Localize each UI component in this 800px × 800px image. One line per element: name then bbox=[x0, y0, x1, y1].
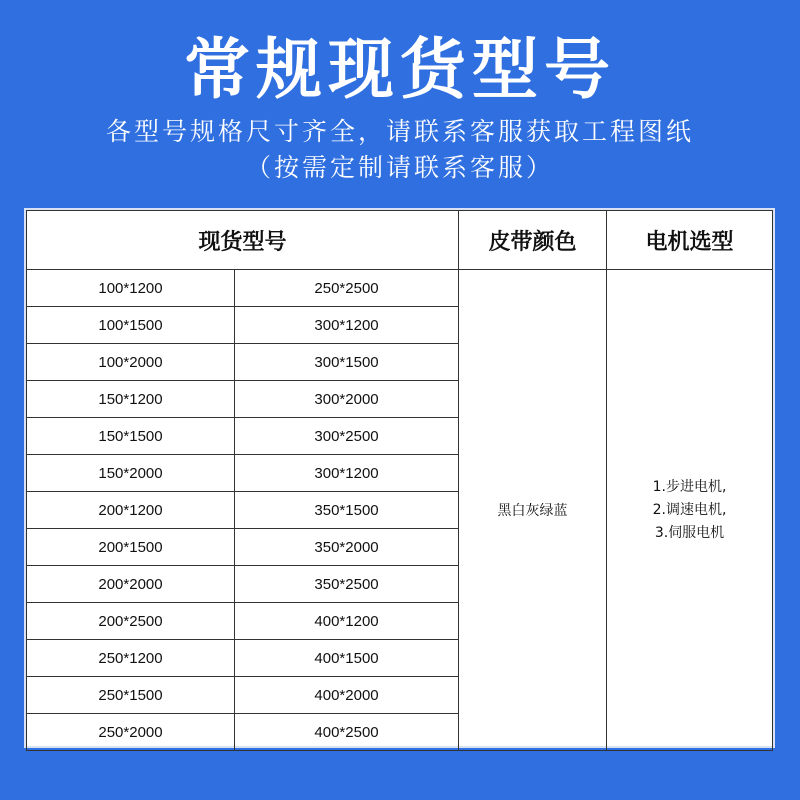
model-cell-right: 400*2500 bbox=[235, 714, 459, 751]
page-subtitle-note: （按需定制请联系客服） bbox=[245, 153, 554, 182]
model-cell-left: 250*1500 bbox=[27, 677, 235, 714]
model-cell-right: 400*1200 bbox=[235, 603, 459, 640]
model-cell-right: 300*2000 bbox=[235, 381, 459, 418]
table-header-row bbox=[27, 211, 773, 270]
model-cell-right: 300*1200 bbox=[235, 307, 459, 344]
model-cell-left: 150*1200 bbox=[27, 381, 235, 418]
model-cell-left: 200*1200 bbox=[27, 492, 235, 529]
model-cell-right: 250*2500 bbox=[235, 270, 459, 307]
model-cell-right: 350*2000 bbox=[235, 529, 459, 566]
model-cell-left: 250*1200 bbox=[27, 640, 235, 677]
model-cell-right: 400*1500 bbox=[235, 640, 459, 677]
page-subtitle: 各型号规格尺寸齐全，请联系客服获取工程图纸 bbox=[105, 117, 694, 146]
table-row bbox=[27, 270, 773, 307]
model-cell-right: 350*1500 bbox=[235, 492, 459, 529]
model-cell-left: 150*2000 bbox=[27, 455, 235, 492]
model-cell-left: 200*2000 bbox=[27, 566, 235, 603]
header-model: 现货型号 bbox=[27, 211, 459, 270]
motor-option: 3.伺服电机 bbox=[654, 524, 725, 541]
motor-option: 1.步进电机, bbox=[652, 478, 727, 495]
motor-options-cell bbox=[607, 270, 773, 751]
model-cell-right: 400*2000 bbox=[235, 677, 459, 714]
model-cell-left: 200*2500 bbox=[27, 603, 235, 640]
header-belt-color: 皮带颜色 bbox=[459, 211, 607, 270]
model-cell-left: 100*1500 bbox=[27, 307, 235, 344]
model-cell-left: 100*2000 bbox=[27, 344, 235, 381]
model-cell-left: 200*1500 bbox=[27, 529, 235, 566]
model-cell-right: 300*1500 bbox=[235, 344, 459, 381]
page-title: 常规现货型号 bbox=[184, 31, 616, 108]
model-cell-left: 250*2000 bbox=[27, 714, 235, 751]
model-cell-left: 150*1500 bbox=[27, 418, 235, 455]
spec-table bbox=[26, 210, 773, 751]
model-cell-right: 300*1200 bbox=[235, 455, 459, 492]
motor-option: 2.调速电机, bbox=[652, 501, 727, 518]
header-motor: 电机选型 bbox=[607, 211, 773, 270]
belt-color-cell: 黑白灰绿蓝 bbox=[459, 270, 607, 751]
spec-table-container bbox=[24, 208, 775, 748]
model-cell-right: 350*2500 bbox=[235, 566, 459, 603]
model-cell-right: 300*2500 bbox=[235, 418, 459, 455]
model-cell-left: 100*1200 bbox=[27, 270, 235, 307]
